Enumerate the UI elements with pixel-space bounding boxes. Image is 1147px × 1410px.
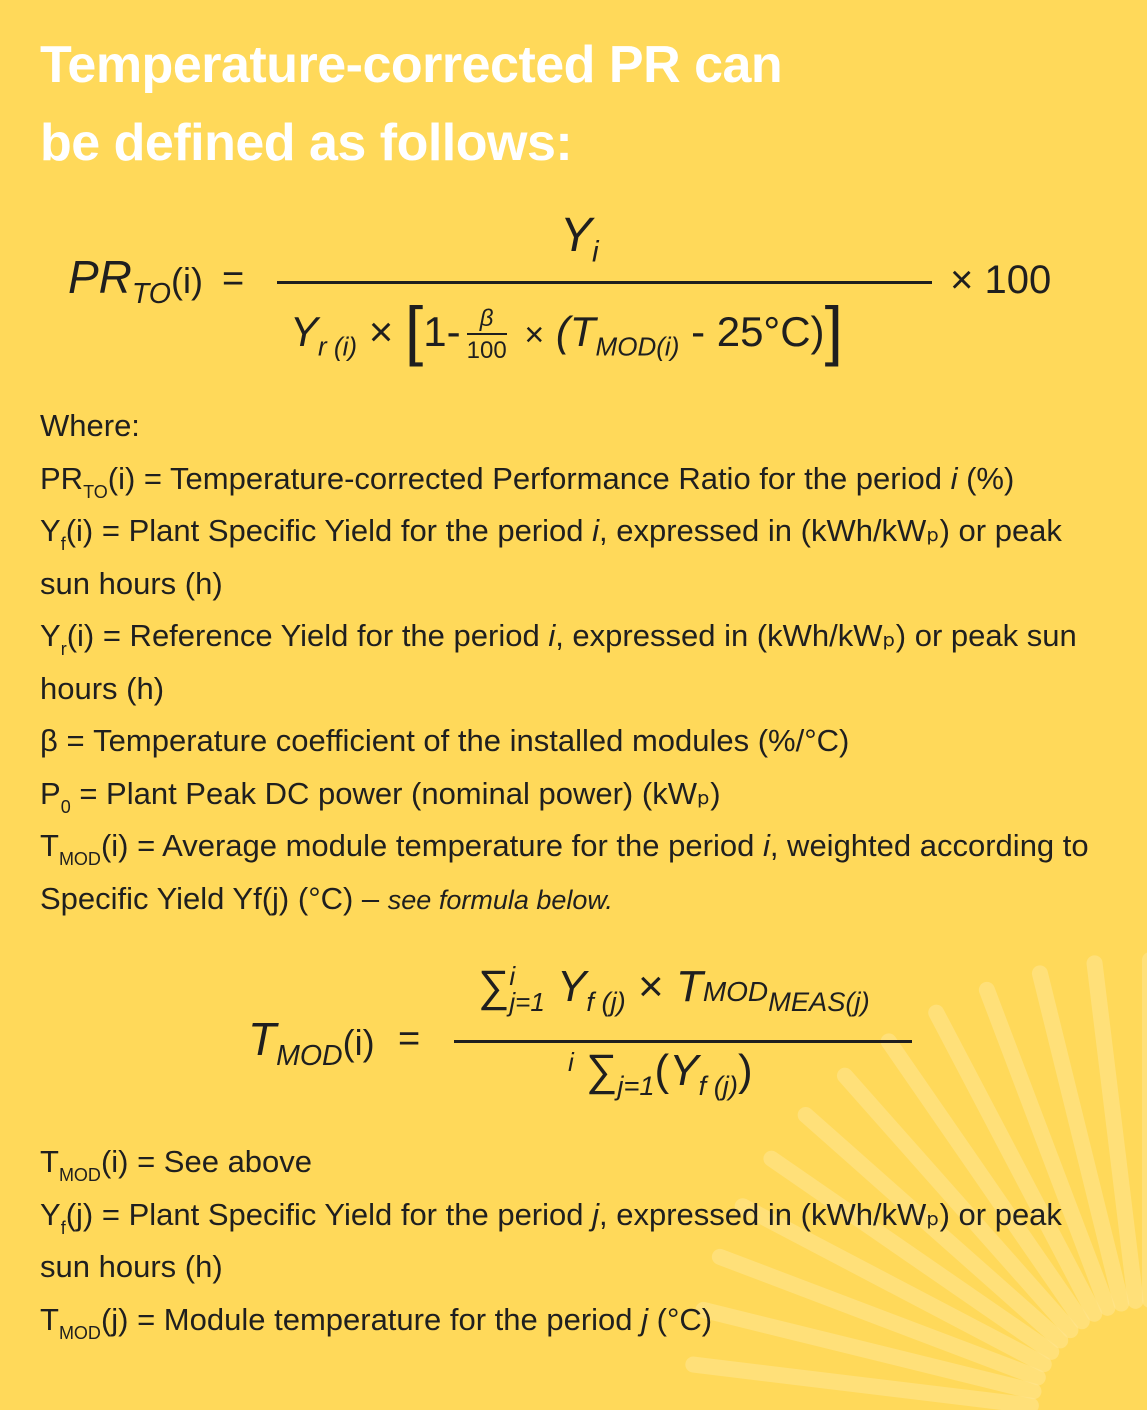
tmod-fraction-bar — [454, 1040, 912, 1043]
tmod-formula-lhs — [248, 1012, 375, 1073]
definition-tmod-j: $T_{MOD}(j)$ = Module temperature for the period j (°C) — [40, 1301, 713, 1343]
bracket-open: [ — [404, 293, 424, 367]
definition-p0: $P_0$ = Plant Peak DC power (nominal power) (kWₚ) — [40, 775, 721, 817]
definition-yf-j: $Y_f(j)$ = Plant Specific Yield for the period j, expressed in (kWh/kWₚ) or peak sun hours (h) — [40, 1196, 1062, 1284]
tmod-denominator: i $\sum_{j=1}(Y_{f (j)})$ — [568, 1046, 753, 1101]
pr-denominator — [290, 292, 843, 368]
definition-tmod-i: $T_{MOD}(i)$ = See above — [40, 1144, 313, 1185]
sum-limits: i j=1 — [509, 961, 545, 1018]
ref-yield-symbol: Y — [290, 308, 319, 355]
one-minus: 1- — [423, 308, 461, 355]
title-line-1: Temperature-corrected PR can — [40, 36, 783, 94]
minus-25c: - 25°C) — [691, 308, 825, 355]
temp-symbol: (T — [555, 308, 596, 355]
definitions-list — [40, 400, 1110, 926]
pr-numerator — [560, 208, 599, 269]
definition-yf: $Y_f(i)$ = Plant Specific Yield for the period i, expressed in (kWh/kWₚ) or peak sun hours (h) — [40, 513, 1062, 601]
page-title — [40, 26, 1040, 182]
title-line-2: be defined as follows: — [40, 114, 573, 172]
definition-tmod: $T_{MOD}(i)$ = Average module temperature for the period i, weighted according to Specific Yield Yf(j) (°C) – see formula below. — [40, 828, 1089, 916]
pr-equals: = — [222, 258, 245, 300]
tmod-subscript: MOD — [276, 1040, 343, 1073]
pr-argument: (i) — [171, 260, 203, 301]
definition-beta: β = Temperature coefficient of the installed modules (%/°C) — [40, 723, 850, 758]
beta-denominator: 100 — [467, 333, 507, 363]
definition-yr: $Y_r(i)$ = Reference Yield for the period i, expressed in (kWh/kWₚ) or peak sun hours (h) — [40, 618, 1077, 706]
pr-symbol: PR — [68, 251, 132, 303]
pr-fraction-bar — [277, 281, 932, 284]
tmod-argument: (i) — [342, 1022, 375, 1063]
yield-subscript: i — [592, 235, 599, 269]
tmod-numerator: ∑ i j=1 $Y_{f (j)}$ × $TMOD_{MEAS(j)}$ — [478, 961, 870, 1018]
ref-yield-subscript: r (i) — [318, 331, 358, 362]
tmod-symbol: T — [248, 1013, 277, 1065]
times-100: × 100 — [950, 258, 1052, 302]
times-sign-2: × — [524, 316, 545, 354]
definitions-list-2 — [40, 1136, 1110, 1346]
temp-subscript: MOD(i) — [595, 331, 680, 362]
beta-fraction — [466, 304, 507, 364]
beta-numerator: β — [479, 304, 494, 332]
sum-symbol: ∑ — [478, 962, 510, 1011]
tmod-equals: = — [398, 1018, 421, 1060]
bracket-close: ] — [824, 293, 843, 367]
definition-pr: $PR_{TO}(i)$ = Temperature-corrected Performance Ratio for the period i (%) — [40, 460, 1015, 502]
pr-formula-lhs — [68, 250, 203, 311]
yield-symbol: Y — [560, 209, 593, 262]
pr-subscript: TO — [131, 278, 171, 311]
where-label: Where: — [40, 408, 140, 443]
times-sign: × — [368, 308, 394, 355]
